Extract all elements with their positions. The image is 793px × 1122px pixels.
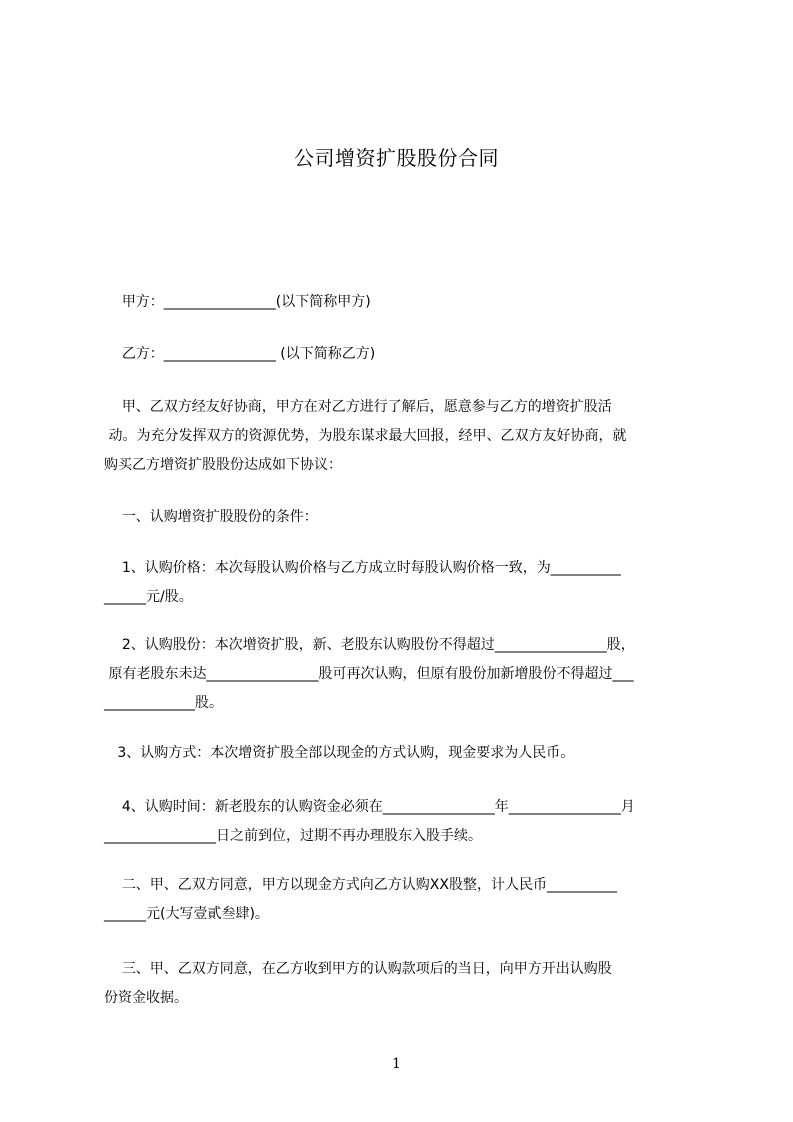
section-three-paragraph: 三、甲、乙双方同意，在乙方收到甲方的认购款项后的当日，向甲方开出认购股 份资金收据。 — [104, 961, 612, 1006]
section-two-paragraph: 二、甲、乙双方同意，甲方以现金方式向乙方认购XX股整，计人民币__________ ______元(大写壹貳叁肆)。 — [104, 877, 617, 922]
party-a-line: 甲方：________________(以下简称甲方) — [104, 294, 371, 310]
clause-subscription-price: 1、认购价格：本次每股认购价格与乙方成立时每股认购价格一致，为__________ ______元/股。 — [104, 560, 621, 605]
clause-subscription-method: 3、认购方式：本次增资扩股全部以现金的方式认购，现金要求为人民币。 — [104, 745, 575, 761]
contract-title: 公司增资扩股股份合同 — [294, 146, 499, 170]
party-b-line: 乙方：________________ (以下简称乙方) — [104, 346, 376, 362]
section-one-heading: 一、认购增资扩股股份的条件： — [104, 509, 318, 525]
intro-paragraph: 甲、乙双方经友好协商，甲方在对乙方进行了解后，愿意参与乙方的增资扩股活 动。为充分发挥双方的资源优势，为股东谋求最大回报，经甲、乙双方友好协商，就 购买乙方增资扩股股份达成如下协议： — [104, 399, 627, 473]
clause-subscription-time: 4、认购时间：新老股东的认购资金必须在________________年________________月 ________________日之前到位，过期不再办理股东入股手续。 — [104, 799, 635, 844]
clause-subscription-shares: 2、认购股份：本次增资扩股，新、老股东认购股份不得超过________________股， 原有老股东未达________________股可再次认购，但原有股份加新增股份不得超过___ _____________股。 — [104, 637, 635, 711]
page-number: 1 — [392, 1056, 401, 1072]
